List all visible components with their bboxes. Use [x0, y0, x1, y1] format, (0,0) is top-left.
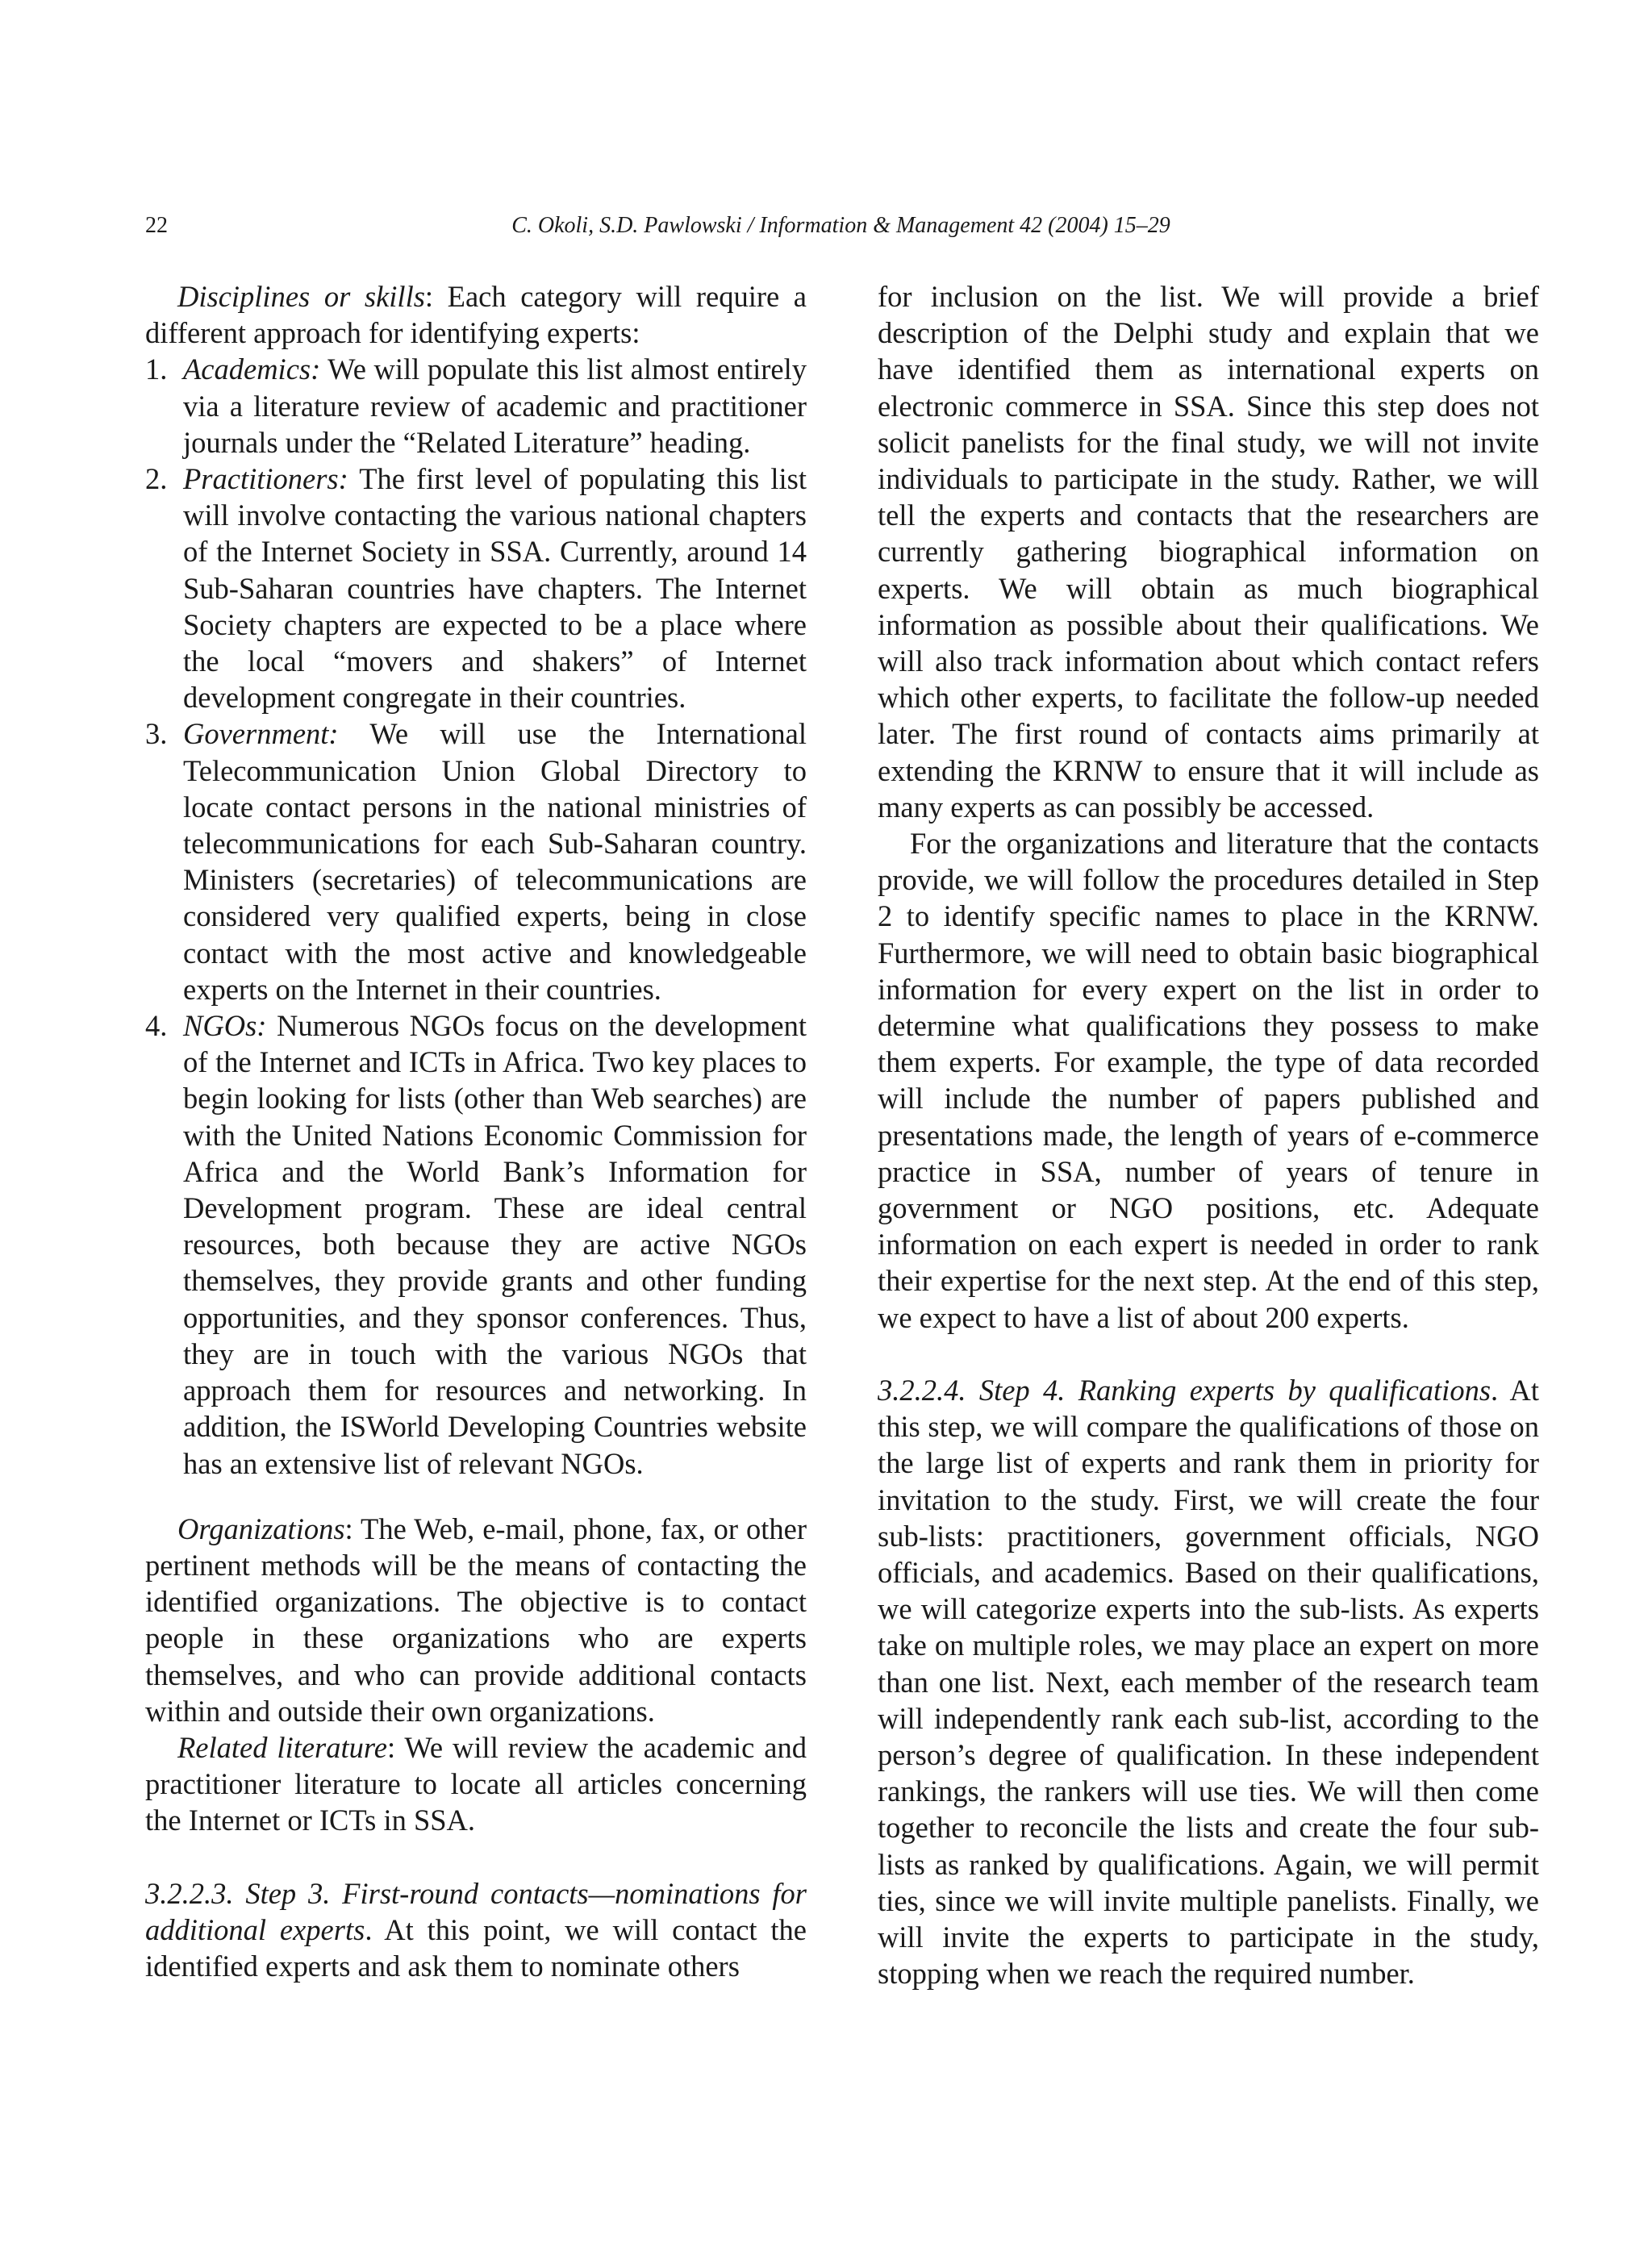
list-item-ngos — [145, 1007, 807, 1482]
list-item-text: Numerous NGOs focus on the development of the Internet and ICTs in Africa. Two key places to begin looking for lists (other than Web searches) are with the United Nations Economic Commission for Africa and the World Bank’s Information for Development program. These are ideal central resources, both because they are active NGOs themselves, they provide grants and other funding opportunities, and they sponsor conferences. Thus, they are in touch with the various NGOs that approach them for resources and networking. In addition, the ISWorld Developing Countries website has an extensive list of relevant NGOs. — [183, 1009, 807, 1480]
related-literature-paragraph — [145, 1729, 807, 1839]
related-literature-label: Related literature — [177, 1730, 387, 1764]
page-number: 22 — [145, 213, 168, 238]
journal-citation: C. Okoli, S.D. Pawlowski / Information & Management 42 (2004) 15–29 — [511, 213, 1170, 238]
step4-heading: 3.2.2.4. Step 4. Ranking experts by qualifications — [878, 1373, 1491, 1407]
organizations-literature-paragraph: For the organizations and literature that the contacts provide, we will follow the procedures detailed in Step 2 to identify specific names to place in the KRNW. Furthermore, we will need to obtain basic biographical information for every expert on the list in order to determine what qualifications they possess to make them experts. For example, the type of data recorded will include the number of papers published and presentations made, the length of years of e-commerce practice in SSA, number of years of tenure in government or NGO positions, etc. Adequate information on each expert is needed in order to rank their expertise for the next step. At the end of this step, we expect to have a list of about 200 experts. — [878, 827, 1539, 1334]
list-marker: 4. — [145, 1009, 168, 1043]
step3-continuation-paragraph: for inclusion on the list. We will provide a brief description of the Delphi study and explain that we have identified them as international experts on electronic commerce in SSA. Since this step does not solicit panelists for the final study, we will not invite individuals to participate in the study. Rather, we will tell the experts and contacts that the researchers are currently gathering biographical information on experts. We will obtain as much biographical information as possible about their qualifications. We will also track information about which contact refers which other experts, to facilitate the follow-up needed later. The first round of contacts aims primarily at extending the KRNW to ensure that it will include as many experts as can possibly be accessed. — [878, 280, 1539, 824]
list-marker: 1. — [145, 352, 168, 386]
disciplines-label: Disciplines or skills — [177, 280, 425, 313]
disciplines-text: : Each category will require a different approach for identifying experts: — [145, 280, 807, 350]
related-literature-text: : We will review the academic and practitioner literature to locate all articles concerning the Internet or ICTs in SSA. — [145, 1730, 807, 1837]
step3-text: . At this point, we will contact the identified experts and ask them to nominate others — [145, 1912, 807, 1983]
expert-category-list — [145, 351, 807, 1481]
list-item-label: Government: — [183, 717, 339, 751]
step4-paragraph — [878, 1372, 1539, 1991]
step4-text: . At this step, we will compare the qualifications of those on the large list of experts and rank them in priority for invitation to the study. First, we will create the four sub-lists: practitioners, government officials, NGO officials, and academics. Based on their qualifications, we will categorize experts into the sub-lists. As experts take on multiple roles, we may place an expert on more than one list. Next, each member of the research team will independently rank each sub-list, according to the person’s degree of qualification. In these independent rankings, the rankers will use ties. We will then come together to reconcile the lists and create the four sub-lists as ranked by qualifications. Again, we will permit ties, since we will invite multiple panelists. Finally, we will invite the experts to participate in the study, stopping when we reach the required number. — [878, 1373, 1539, 1991]
list-item-text: We will use the International Telecommunication Union Global Directory to locate contact persons in the national ministries of telecommunications for each Sub-Saharan country. Ministers (secretaries) of telecommunications are considered very qualified experts, being in close contact with the most active and knowledgeable experts on the Internet in their countries. — [183, 717, 807, 1006]
right-column — [878, 278, 1539, 1991]
step3-paragraph — [145, 1875, 807, 1985]
organizations-paragraph — [145, 1511, 807, 1729]
list-item-academics — [145, 351, 807, 461]
organizations-text: : The Web, e-mail, phone, fax, or other pertinent methods will be the means of contacting the identified organizations. The objective is to contact people in these organizations who are experts themselves, and who can provide additional contacts within and outside their own organizations. — [145, 1512, 807, 1728]
list-item-practitioners — [145, 461, 807, 715]
list-item-label: Academics: — [183, 352, 321, 386]
list-marker: 2. — [145, 462, 168, 496]
left-column — [145, 278, 807, 1984]
disciplines-paragraph — [145, 278, 807, 351]
organizations-label: Organizations — [177, 1512, 345, 1545]
list-item-label: Practitioners: — [183, 462, 348, 496]
step3-heading: 3.2.2.3. Step 3. First-round contacts—nominations for additional experts — [145, 1876, 807, 1946]
list-item-government — [145, 715, 807, 1007]
list-item-label: NGOs: — [183, 1009, 267, 1043]
list-item-text: The first level of populating this list will involve contacting the various national chapters of the Internet Society in SSA. Currently, around 14 Sub-Saharan countries have chapters. The Internet Society chapters are expected to be a place where the local “movers and shakers” of Internet development congregate in their countries. — [183, 462, 807, 715]
list-item-text: We will populate this list almost entirely via a literature review of academic and practitioner journals under the “Related Literature” heading. — [183, 352, 807, 459]
list-marker: 3. — [145, 717, 168, 751]
running-head — [145, 210, 1537, 242]
